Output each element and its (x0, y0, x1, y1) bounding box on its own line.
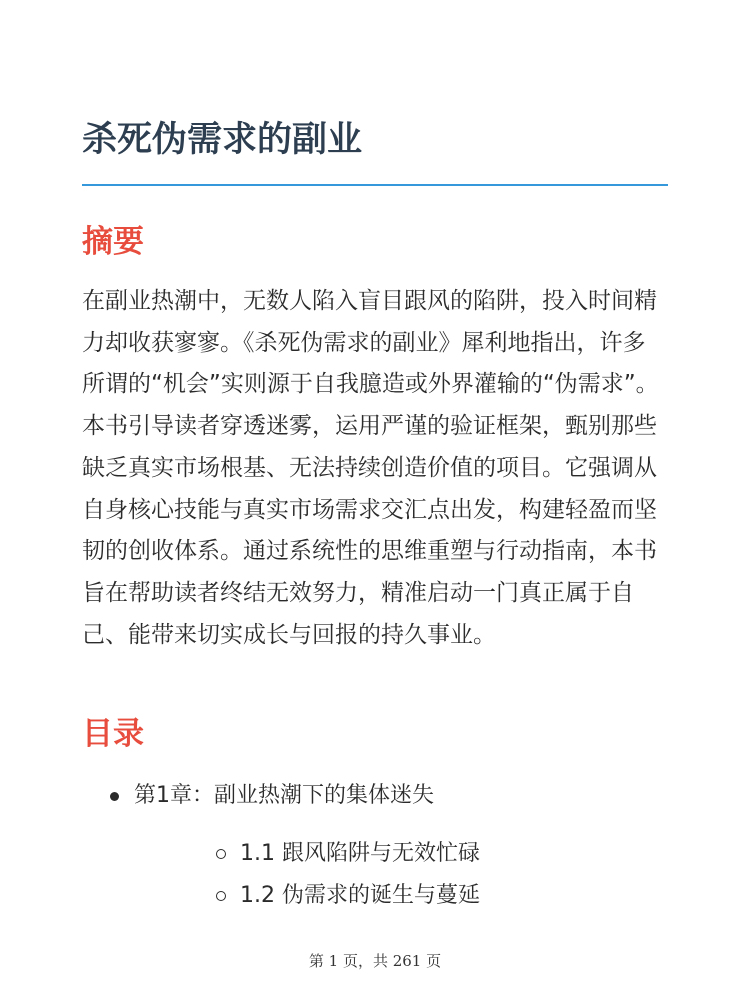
hollow-bullet-icon (216, 849, 226, 859)
toc-chapter-1 (82, 778, 668, 914)
toc-heading: 目录 (82, 716, 144, 752)
toc-section-1-1 (134, 836, 668, 872)
title-divider (82, 184, 668, 186)
page-footer: 第 1 页，共 261 页 (308, 952, 442, 970)
table-of-contents (82, 778, 668, 920)
abstract-heading: 摘要 (82, 224, 144, 260)
toc-section-1-2 (134, 878, 668, 914)
filled-bullet-icon (110, 792, 119, 801)
chapter-1-sections (134, 836, 668, 914)
chapter-label: 第1章：副业热潮下的集体迷失 (134, 783, 434, 808)
document-title: 杀死伪需求的副业 (82, 120, 363, 160)
abstract-paragraph: 在副业热潮中，无数人陷入盲目跟风的陷阱，投入时间精力却收获寥寥。《杀死伪需求的副业》犀利地指出，许多所谓的“机会”实则源于自我臆造或外界灌输的“伪需求”。本书引导读者穿透迷雾，运用严谨的验证框架，甄别那些缺乏真实市场根基、无法持续创造价值的项目。它强调从自身核心技能与真实市场需求交汇点出发，构建轻盈而坚韧的创收体系。通过系统性的思维重塑与行动指南，本书旨在帮助读者终结无效努力，精准启动一门真正属于自己、能带来切实成长与回报的持久事业。 (82, 288, 659, 648)
hollow-bullet-icon (216, 891, 226, 901)
section-label: 1.1 跟风陷阱与无效忙碌 (240, 841, 480, 866)
section-label: 1.2 伪需求的诞生与蔓延 (240, 883, 480, 908)
